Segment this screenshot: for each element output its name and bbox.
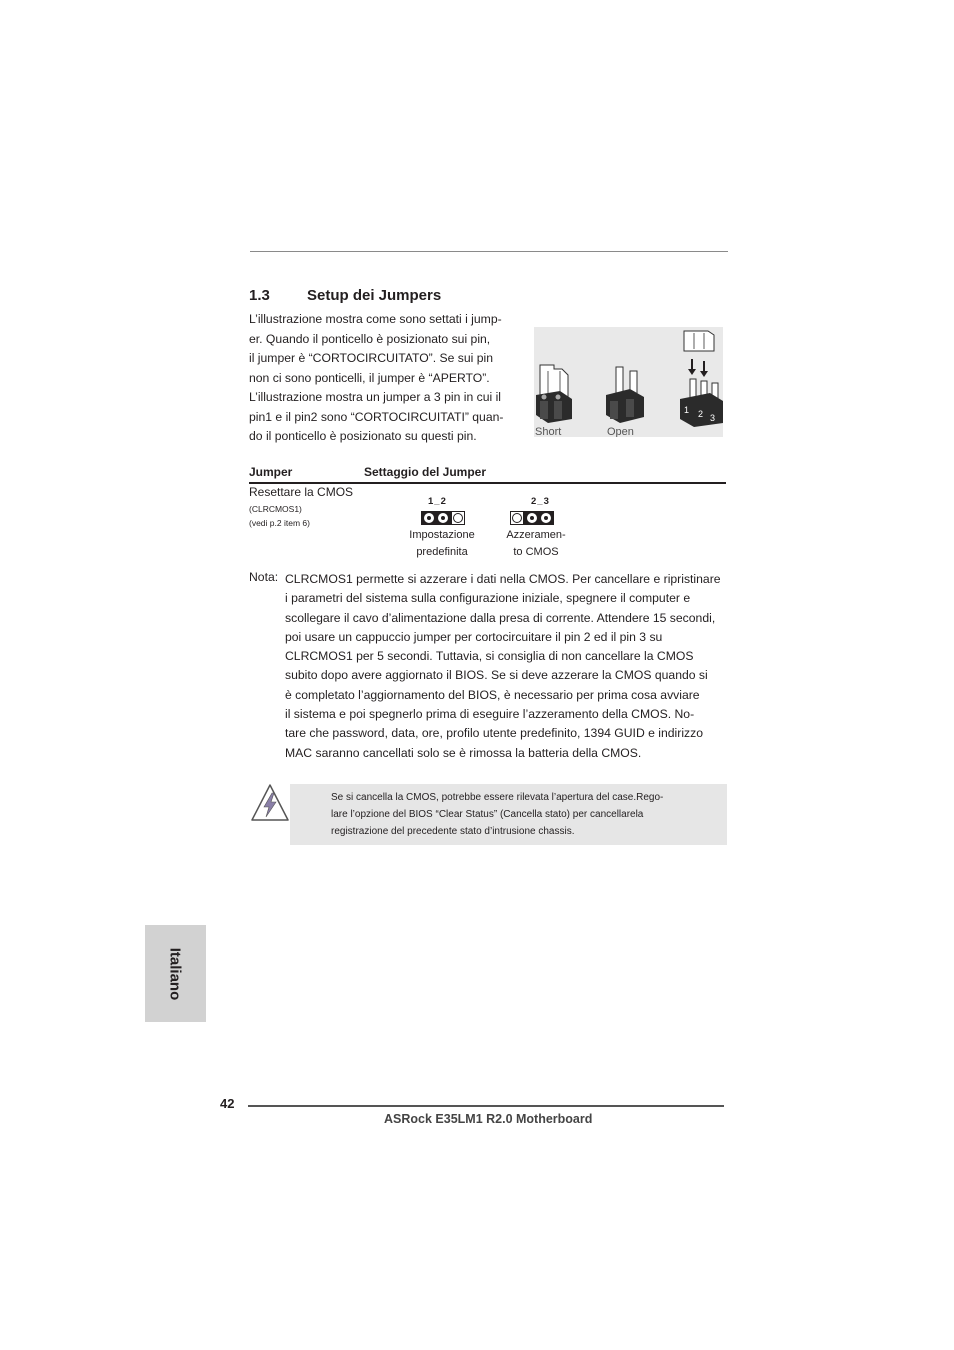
- option-caption-line: Impostazione: [409, 529, 475, 541]
- intro-line: pin1 e il pin2 sono “CORTOCIRCUITATI” quan-: [249, 409, 504, 424]
- note-line: il sistema e poi spegnerlo prima di eseguire l’azzeramento della CMOS. No-: [285, 707, 695, 722]
- table-header-setting: Settaggio del Jumper: [364, 465, 487, 479]
- table-row-sublabel: (CLRCMOS1): [249, 504, 302, 514]
- note-body: [285, 570, 726, 763]
- intro-line: L’illustrazione mostra un jumper a 3 pin in cui il: [249, 390, 501, 404]
- top-rule: [250, 251, 728, 252]
- jumper-illustration: [534, 327, 723, 437]
- jumper-header-1-2: [421, 511, 465, 525]
- three-pin-jumper-drawing: [680, 331, 723, 427]
- pin-shorted: [438, 513, 448, 523]
- option-caption-line: predefinita: [416, 546, 468, 558]
- option-caption: [402, 527, 482, 561]
- section-title: Setup dei Jumpers: [307, 287, 442, 304]
- open-jumper-drawing: [606, 367, 644, 423]
- footer-rule: [248, 1105, 724, 1107]
- intro-line: non ci sono ponticelli, il jumper è “APERTO”.: [249, 370, 490, 385]
- warning-line: registrazione del precedente stato d’intrusione chassis.: [331, 826, 575, 837]
- note-line: subito dopo avere aggiornato il BIOS. Se si deve azzerare la CMOS quando si: [285, 668, 708, 683]
- warning-icon: [250, 783, 290, 823]
- pin-shorted: [424, 513, 434, 523]
- pin-number-1: 1: [684, 405, 690, 415]
- warning-text: [331, 789, 711, 840]
- note-line: CLRCMOS1 permette si azzerare i dati nella CMOS. Per cancellare e ripristinare: [285, 572, 721, 586]
- table-header-jumper: Jumper: [249, 465, 293, 479]
- option-caption-line: Azzeramen-: [506, 529, 566, 541]
- note-label: Nota:: [249, 570, 279, 584]
- pin-number-2: 2: [698, 409, 704, 419]
- option-caption-line: to CMOS: [513, 546, 559, 558]
- table-header-rule: [249, 482, 726, 484]
- language-side-tab-label: Italiano: [166, 947, 184, 1001]
- table-row-sublabel: (vedi p.2 item 6): [249, 518, 310, 528]
- note-line: MAC saranno cancellati solo se è rimossa la batteria della CMOS.: [285, 745, 642, 760]
- table-row-label: Resettare la CMOS: [249, 485, 354, 499]
- page-number: 42: [220, 1096, 235, 1111]
- pin-open: [453, 513, 463, 523]
- pin-shorted: [541, 513, 551, 523]
- pin-setting-label: 1_2: [428, 496, 447, 507]
- open-label: Open: [607, 426, 634, 437]
- intro-line: il jumper è “CORTOCIRCUITATO”. Se sui pin: [249, 351, 494, 365]
- pin-number-3: 3: [710, 413, 716, 423]
- warning-line: Se si cancella la CMOS, potrebbe essere rilevata l’apertura del case.Rego-: [331, 792, 664, 803]
- pin-setting-label: 2_3: [531, 496, 550, 507]
- short-label: Short: [535, 426, 562, 437]
- note-line: tare che password, data, ore, profilo utente predefinito, 1394 GUID e indirizzo: [285, 726, 703, 741]
- note-line: i parametri del sistema sulla configurazione iniziale, spegnere il computer e: [285, 591, 691, 606]
- note-line: CLRCMOS1 per 5 secondi. Tuttavia, si consiglia di non cancellare la CMOS: [285, 649, 694, 664]
- jumper-header-2-3: [510, 511, 554, 525]
- language-side-tab: [145, 925, 206, 1022]
- warning-line: lare l’opzione del BIOS “Clear Status” (Cancella stato) per cancellarela: [331, 809, 644, 820]
- pin-open: [512, 513, 522, 523]
- intro-line: L’illustrazione mostra come sono settati i jump-: [249, 312, 502, 326]
- intro-line: er. Quando il ponticello è posizionato sui pin,: [249, 331, 491, 346]
- short-jumper-drawing: [536, 365, 572, 423]
- intro-line: do il ponticello è posizionato su questi pin.: [249, 429, 477, 443]
- intro-paragraph: [249, 310, 521, 447]
- footer-product-name: ASRock E35LM1 R2.0 Motherboard: [384, 1112, 593, 1126]
- note-line: poi usare un cappuccio jumper per cortocircuitare il pin 2 ed il pin 3 su: [285, 629, 663, 644]
- note-line: scollegare il cavo d’alimentazione dalla presa di corrente. Attendere 15 secondi,: [285, 610, 716, 625]
- section-number: 1.3: [249, 287, 270, 304]
- pin-shorted: [527, 513, 537, 523]
- option-caption: [496, 527, 576, 561]
- note-line: è completato l’aggiornamento del BIOS, è necessario per prima cosa avviare: [285, 687, 700, 702]
